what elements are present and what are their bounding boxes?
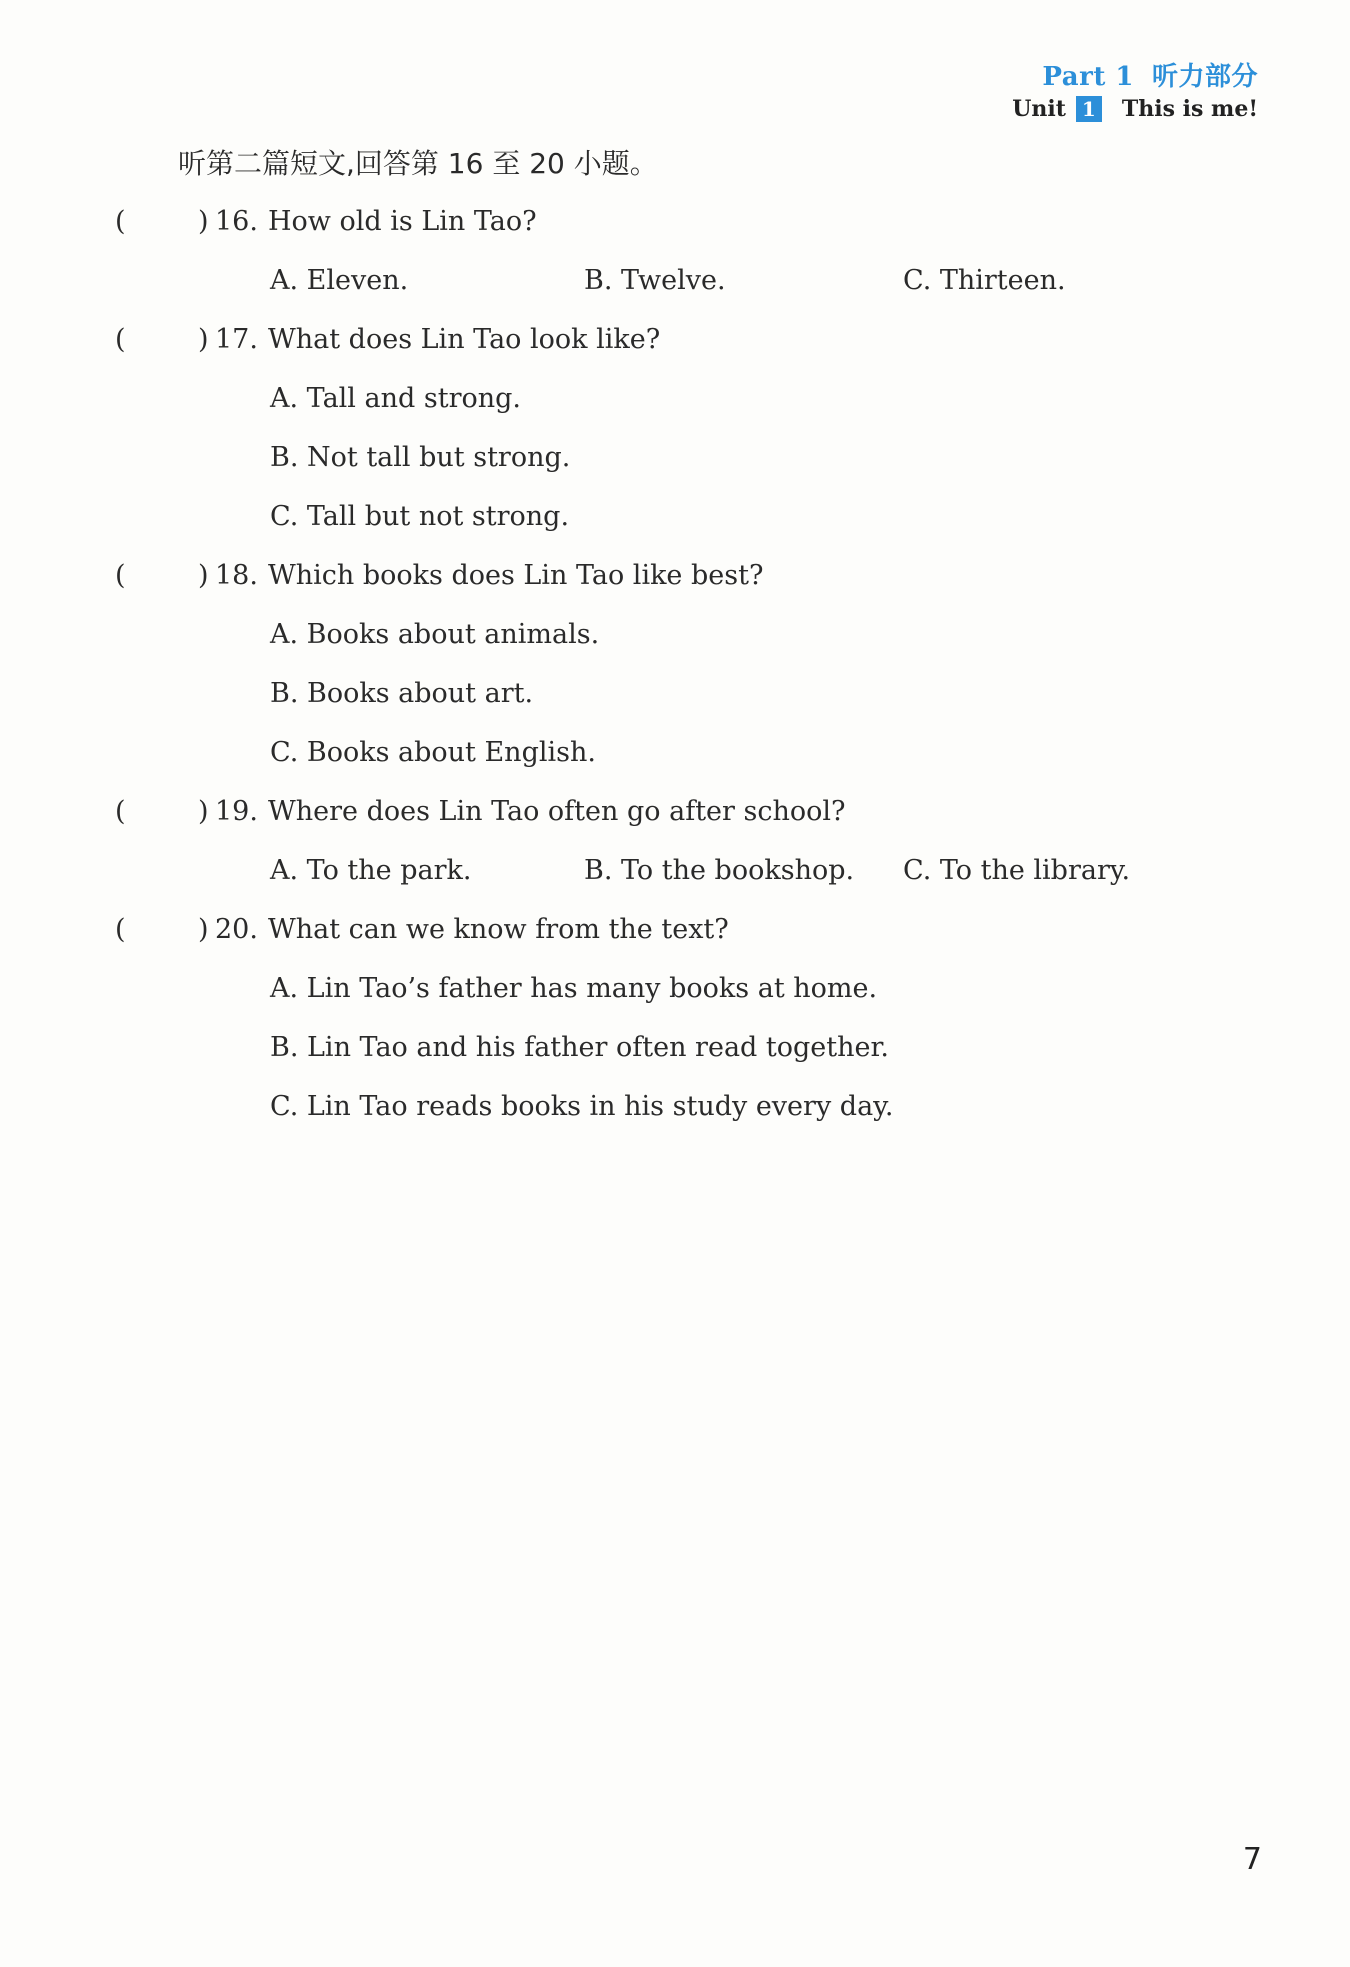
answer-blank-open[interactable]: ( — [115, 796, 126, 827]
question-17 — [0, 324, 1350, 364]
question-stem: How old is Lin Tao? — [268, 206, 537, 237]
question-stem: Which books does Lin Tao like best? — [268, 560, 764, 591]
question-20 — [0, 914, 1350, 954]
option-17-b: B. Not tall but strong. — [270, 442, 571, 473]
page-number: 7 — [1242, 1842, 1262, 1877]
question-18 — [0, 560, 1350, 600]
option-17-a: A. Tall and strong. — [270, 383, 522, 414]
option-16-a: A. Eleven. — [270, 265, 409, 296]
answer-blank-close: ) — [198, 914, 209, 945]
answer-blank-open[interactable]: ( — [115, 206, 126, 237]
option-16-c: C. Thirteen. — [903, 265, 1066, 296]
question-number: 18. — [215, 560, 258, 591]
answer-blank-close: ) — [198, 206, 209, 237]
question-stem: What can we know from the text? — [268, 914, 729, 945]
unit-label: Unit — [1012, 96, 1066, 122]
question-number: 17. — [215, 324, 258, 355]
question-number: 19. — [215, 796, 258, 827]
question-number: 20. — [215, 914, 258, 945]
part-heading — [1042, 56, 1258, 93]
option-20-b: B. Lin Tao and his father often read together. — [270, 1032, 890, 1063]
answer-blank-open[interactable]: ( — [115, 914, 126, 945]
answer-blank-open[interactable]: ( — [115, 560, 126, 591]
option-20-c: C. Lin Tao reads books in his study every day. — [270, 1091, 894, 1122]
answer-blank-close: ) — [198, 324, 209, 355]
option-20-a: A. Lin Tao’s father has many books at home. — [270, 973, 878, 1004]
option-18-c: C. Books about English. — [270, 737, 596, 768]
option-16-b: B. Twelve. — [584, 265, 726, 296]
question-19 — [0, 796, 1350, 836]
unit-number-badge: 1 — [1076, 96, 1102, 122]
unit-title: This is me! — [1121, 96, 1258, 122]
option-17-c: C. Tall but not strong. — [270, 501, 570, 532]
answer-blank-close: ) — [198, 560, 209, 591]
answer-blank-open[interactable]: ( — [115, 324, 126, 355]
answer-blank-close: ) — [198, 796, 209, 827]
option-18-a: A. Books about animals. — [270, 619, 600, 650]
section-instruction: 听第二篇短文,回答第 16 至 20 小题。 — [178, 147, 658, 180]
question-stem: What does Lin Tao look like? — [268, 324, 661, 355]
option-19-a: A. To the park. — [270, 855, 472, 886]
question-number: 16. — [215, 206, 258, 237]
part-label: Part 1 — [1042, 62, 1134, 92]
option-18-b: B. Books about art. — [270, 678, 534, 709]
part-label-zh: 听力部分 — [1151, 62, 1258, 92]
question-stem: Where does Lin Tao often go after school? — [268, 796, 846, 827]
unit-heading — [1012, 96, 1258, 122]
option-19-c: C. To the library. — [903, 855, 1131, 886]
question-16 — [0, 206, 1350, 246]
option-19-b: B. To the bookshop. — [584, 855, 855, 886]
